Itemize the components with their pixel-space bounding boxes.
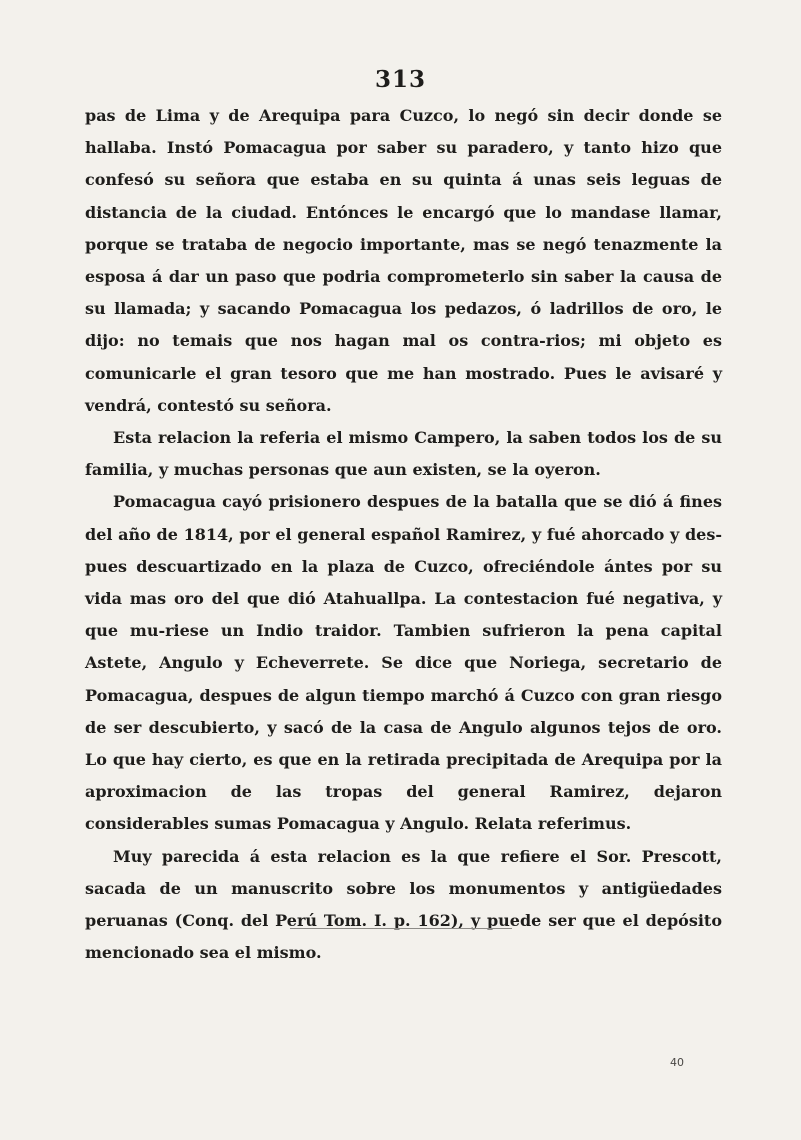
page-number: 313 — [374, 66, 426, 93]
paragraph-3: Pomacagua cayó prisionero despues de la batalla que se dió á fines del año de 1814, por el general español Ramirez, y fué ahorcado y des-pues descuartizado en la plaza de Cuzco, ofreciéndole ántes por su vida mas oro del que dió Atahuallpa. La contestacion fué negativa, y que mu-riese un Indio traidor. Tambien sufrieron la pena capital Astete, Angulo y Echeverrete. Se dice que Noriega, secretario de Pomacagua, despues de algun tiempo marchó á Cuzco con gran riesgo de ser descubierto, y sacó de la casa de Angulo algunos tejos de oro. Lo que hay cierto, es que en la retirada precipitada de Arequipa por la aproximacion de las tropas del general Ramirez, dejaron considerables sumas Pomacagua y Angulo. Relata referimus. — [85, 492, 722, 834]
footnote-divider — [290, 928, 512, 929]
paragraph-2: Esta relacion la referia el mismo Campero, la saben todos los de su familia, y muchas personas que aun existen, se la oyeron. — [85, 428, 722, 480]
body-text — [85, 100, 722, 969]
paragraph-4: Muy parecida á esta relacion es la que refiere el Sor. Prescott, sacada de un manuscrito sobre los monumentos y antigüedades peruanas (Conq. del Perú Tom. I. p. 162), y puede ser que el depósito mencionado sea el mismo. — [85, 846, 722, 963]
paragraph-1: pas de Lima y de Arequipa para Cuzco, lo negó sin decir donde se hallaba. Instó Pomacagua por saber su paradero, y tanto hizo que confesó su señora que estaba en su quinta á unas seis leguas de distancia de la ciudad. Entónces le encargó que lo mandase llamar, porque se trataba de negocio importante, mas se negó tenazmente la esposa á dar un paso que podria comprometerlo sin saber la causa de su llamada; y sacando Pomacagua los pedazos, ó ladrillos de oro, le dijo: no temais que nos hagan mal os contra-rios; mi objeto es comunicarle el gran tesoro que me han mostrado. Pues le avisaré y vendrá, contestó su señora. — [85, 106, 722, 415]
signature-mark: 40 — [670, 1056, 684, 1069]
